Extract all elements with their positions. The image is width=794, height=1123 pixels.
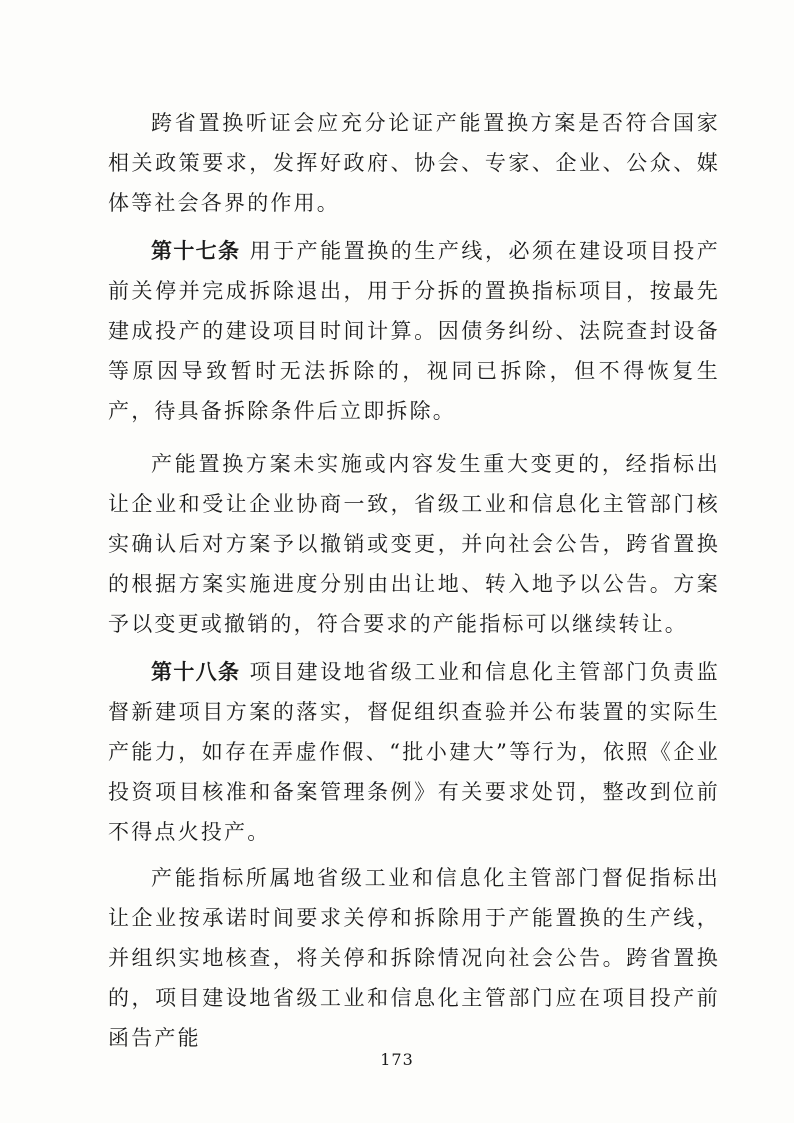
paragraph-article-17	[108, 231, 720, 431]
paragraph-verification	[108, 858, 720, 1058]
paragraph-article-18	[108, 652, 720, 852]
paragraph-hearing	[108, 103, 720, 223]
paragraph-plan-change	[108, 444, 720, 644]
article-heading: 第十八条	[151, 659, 241, 684]
page-number: 173	[380, 1050, 414, 1069]
paragraph-text: 项目建设地省级工业和信息化主管部门负责监督新建项目方案的落实，督促组织查验并公布装置的实际生产能力，如存在弄虚作假、“批小建大”等行为，依照《企业投资项目核准和备案管理条例》有关要求处罚，整改到位前不得点火投产。	[108, 660, 720, 844]
paragraph-text: 跨省置换听证会应充分论证产能置换方案是否符合国家相关政策要求，发挥好政府、协会、专家、企业、公众、媒体等社会各界的作用。	[108, 111, 720, 215]
paragraph-text: 产能置换方案未实施或内容发生重大变更的，经指标出让企业和受让企业协商一致，省级工业和信息化主管部门核实确认后对方案予以撤销或变更，并向社会公告，跨省置换的根据方案实施进度分别由出让地、转入地予以公告。方案予以变更或撤销的，符合要求的产能指标可以继续转让。	[108, 452, 720, 636]
paragraph-text: 用于产能置换的生产线，必须在建设项目投产前关停并完成拆除退出，用于分拆的置换指标项目，按最先建成投产的建设项目时间计算。因债务纠纷、法院查封设备等原因导致暂时无法拆除的，视同已拆除，但不得恢复生产，待具备拆除条件后立即拆除。	[108, 239, 720, 423]
article-heading: 第十七条	[151, 238, 241, 263]
paragraph-text: 产能指标所属地省级工业和信息化主管部门督促指标出让企业按承诺时间要求关停和拆除用于产能置换的生产线，并组织实地核查，将关停和拆除情况向社会公告。跨省置换的，项目建设地省级工业和信息化主管部门应在项目投产前函告产能	[108, 866, 720, 1050]
